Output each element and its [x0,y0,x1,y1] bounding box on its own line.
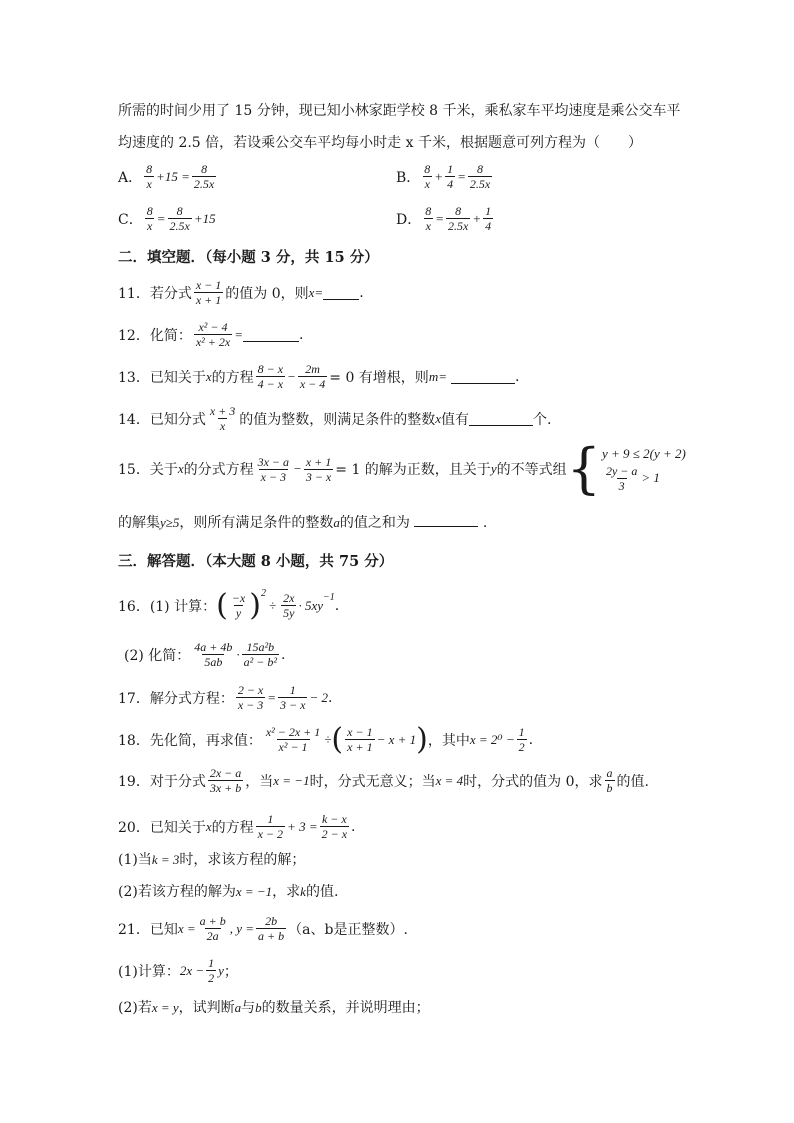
question-15-line-2: 的解集y≥5，则所有满足条件的整数a的值之和为 . [118,512,487,533]
question-20-part-1: (1)当k = 3时，求该方程的解； [118,852,306,868]
question-19: 19．对于分式 2x − a 3x + b ，当 x = −1 时，分式无意义；当 x = 4 时，分式的值为 0，求 a b 的值. [118,766,649,795]
question-15: 15．关于 x 的分式方程 3x − a x − 3 − $\frac{x + 1}{3 - x}$ = 1 的解为正数，且关于 y 的不等式组 { y + 9 ≤ 2(y + 2) 2y − a 3 > 1 [118,437,686,500]
option-c: C． $\frac{8}{x}$ = $\frac{8}{2.5x}$ +15 [118,204,216,233]
intro-line-1: 所需的时间少用了 15 分钟，现已知小林家距学校 8 千米，乘私家车平均速度是乘公交车平 [118,103,681,119]
question-21-part-1: (1)计算： 2x − $\frac{1}{2}$ y ； [118,956,238,985]
answer-blank[interactable] [243,327,299,342]
fraction: $\frac{8}{x}$ [146,204,153,233]
fraction: $\frac{k - x}{2 - x}$ [321,812,348,841]
question-13: 13．已知关于 x 的方程 8 − x 4 − x − $\frac{2m}{x - 4}$ = 0 有增根，则 m = . [118,362,520,391]
question-16-2: (2) 化简： 4a + 4b 5ab · 15a²b a² − b² . [124,640,286,669]
option-b: B． 8 x + $\frac{1}{4}$ = $\frac{8}{2.5x}$ [396,162,491,191]
fraction: x − 1 x + 1 [347,725,373,754]
fraction: $\frac{2b}{a + b}$ [258,914,285,943]
fraction: 2x − a 3x + b [209,766,242,795]
question-12: 12．化简： $\frac{\text{x² − 4}}{\text{x² + 2x}}$ = . [118,320,304,349]
fraction: $\frac{8}{2.5x}$ [448,204,469,233]
fraction: $\frac{2 - x}{x - 3}$ [237,683,264,712]
fraction: 8 − x 4 − x [257,362,284,391]
fraction: x − 1 x + 1 [195,278,222,307]
question-11: 11．若分式 x − 1 x + 1 的值为 0，则 x = . [118,278,364,307]
question-21-part-2: (2)若x = y，试判断a与b的数量关系，并说明理由； [118,1000,430,1016]
fraction: 4a + 4b 5ab [194,640,233,669]
fraction: 15a²b a² − b² [243,640,277,669]
fraction: $\frac{2x}{5y}$ [283,591,295,620]
fraction: x + 3 x [209,404,236,433]
section-heading-solve: 三．解答题．（本大题 8 小题，共 75 分） [118,553,394,570]
intro-line-2: 均速度的 2.5 倍，若设乘公交车平均每小时走 x 千米，根据题意可列方程为（ ） [118,135,642,151]
fraction: $\frac{\text{x² − 4}}{\text{x² + 2x}}$ [195,320,231,349]
answer-blank[interactable] [414,512,478,527]
fraction: $\frac{2m}{x - 4}$ [299,362,326,391]
question-20: 20．已知关于 x 的方程 1 x − 2 + 3 = $\frac{k - x}{2 - x}$ . [118,812,356,841]
question-16-1: 16．(1) 计算： ( −x y ) $^2$ ÷ $\frac{2x}{5y}$ · 5xy $^{-1}$ . [118,588,340,623]
fraction: 8 x [146,162,153,191]
fraction: 2y − a 3 [605,463,638,493]
question-17: 17．解分式方程： $\frac{2 - x}{x - 3}$ = $\frac{1}{3 - x}$ − 2 . [118,683,333,712]
fraction: 8 x [424,162,431,191]
fraction: $\frac{8}{2.5x}$ [169,204,190,233]
question-20-part-2: (2)若该方程的解为x = −1，求k的值. [118,884,339,900]
fraction: $\frac{1}{3 - x}$ [280,683,306,712]
option-a: A． 8 x +15 = $\frac{8}{2.5x}$ [118,162,215,191]
fraction: $\frac{1}{2}$ [518,725,525,754]
inequality-system: { y + 9 ≤ 2(y + 2) 2y − a 3 > 1 [566,437,686,500]
fraction: $\frac{1}{2}$ [208,956,215,985]
fraction: 3x − a x − 3 [257,454,290,484]
question-18: 18．先化简，再求值： $\frac{\text{x² − 2x + 1}}{\text{x² − 1}}$ ÷ ( x − 1 x + 1 − x + 1 ) ，其中 x = 2⁰ − $\frac{1}{2}$ . [118,722,534,757]
fraction: $\frac{\text{x² − 2x + 1}}{\text{x² − 1}}$ [265,725,321,754]
fraction: $\frac{a + b}{2a}$ [199,914,226,943]
answer-blank[interactable] [469,411,533,426]
fraction: a b [606,766,613,795]
fraction: $\frac{8}{x}$ [425,204,432,233]
option-d: D． $\frac{8}{x}$ = $\frac{8}{2.5x}$ + $\frac{1}{4}$ [396,204,492,233]
fraction: $\frac{8}{2.5x}$ [193,162,215,191]
fraction: 1 x − 2 [257,812,284,841]
section-heading-fill-in: 二．填空题．（每小题 3 分，共 15 分） [118,249,379,266]
question-14: 14．已知分式 x + 3 x 的值为整数，则满足条件的整数 x 值有 个. [118,404,552,433]
fraction: $\frac{8}{2.5x}$ [469,162,491,191]
answer-blank[interactable] [451,369,515,384]
fraction: −x y [231,591,246,620]
fraction: $\frac{1}{4}$ [447,162,454,191]
fraction: $\frac{x + 1}{3 - x}$ [305,454,332,484]
fraction: $\frac{1}{4}$ [485,204,492,233]
question-21: 21．已知 x = $\frac{a + b}{2a}$ , y = $\frac{2b}{a + b}$ （a、b是正整数）. [118,914,408,943]
answer-blank[interactable] [323,285,359,300]
